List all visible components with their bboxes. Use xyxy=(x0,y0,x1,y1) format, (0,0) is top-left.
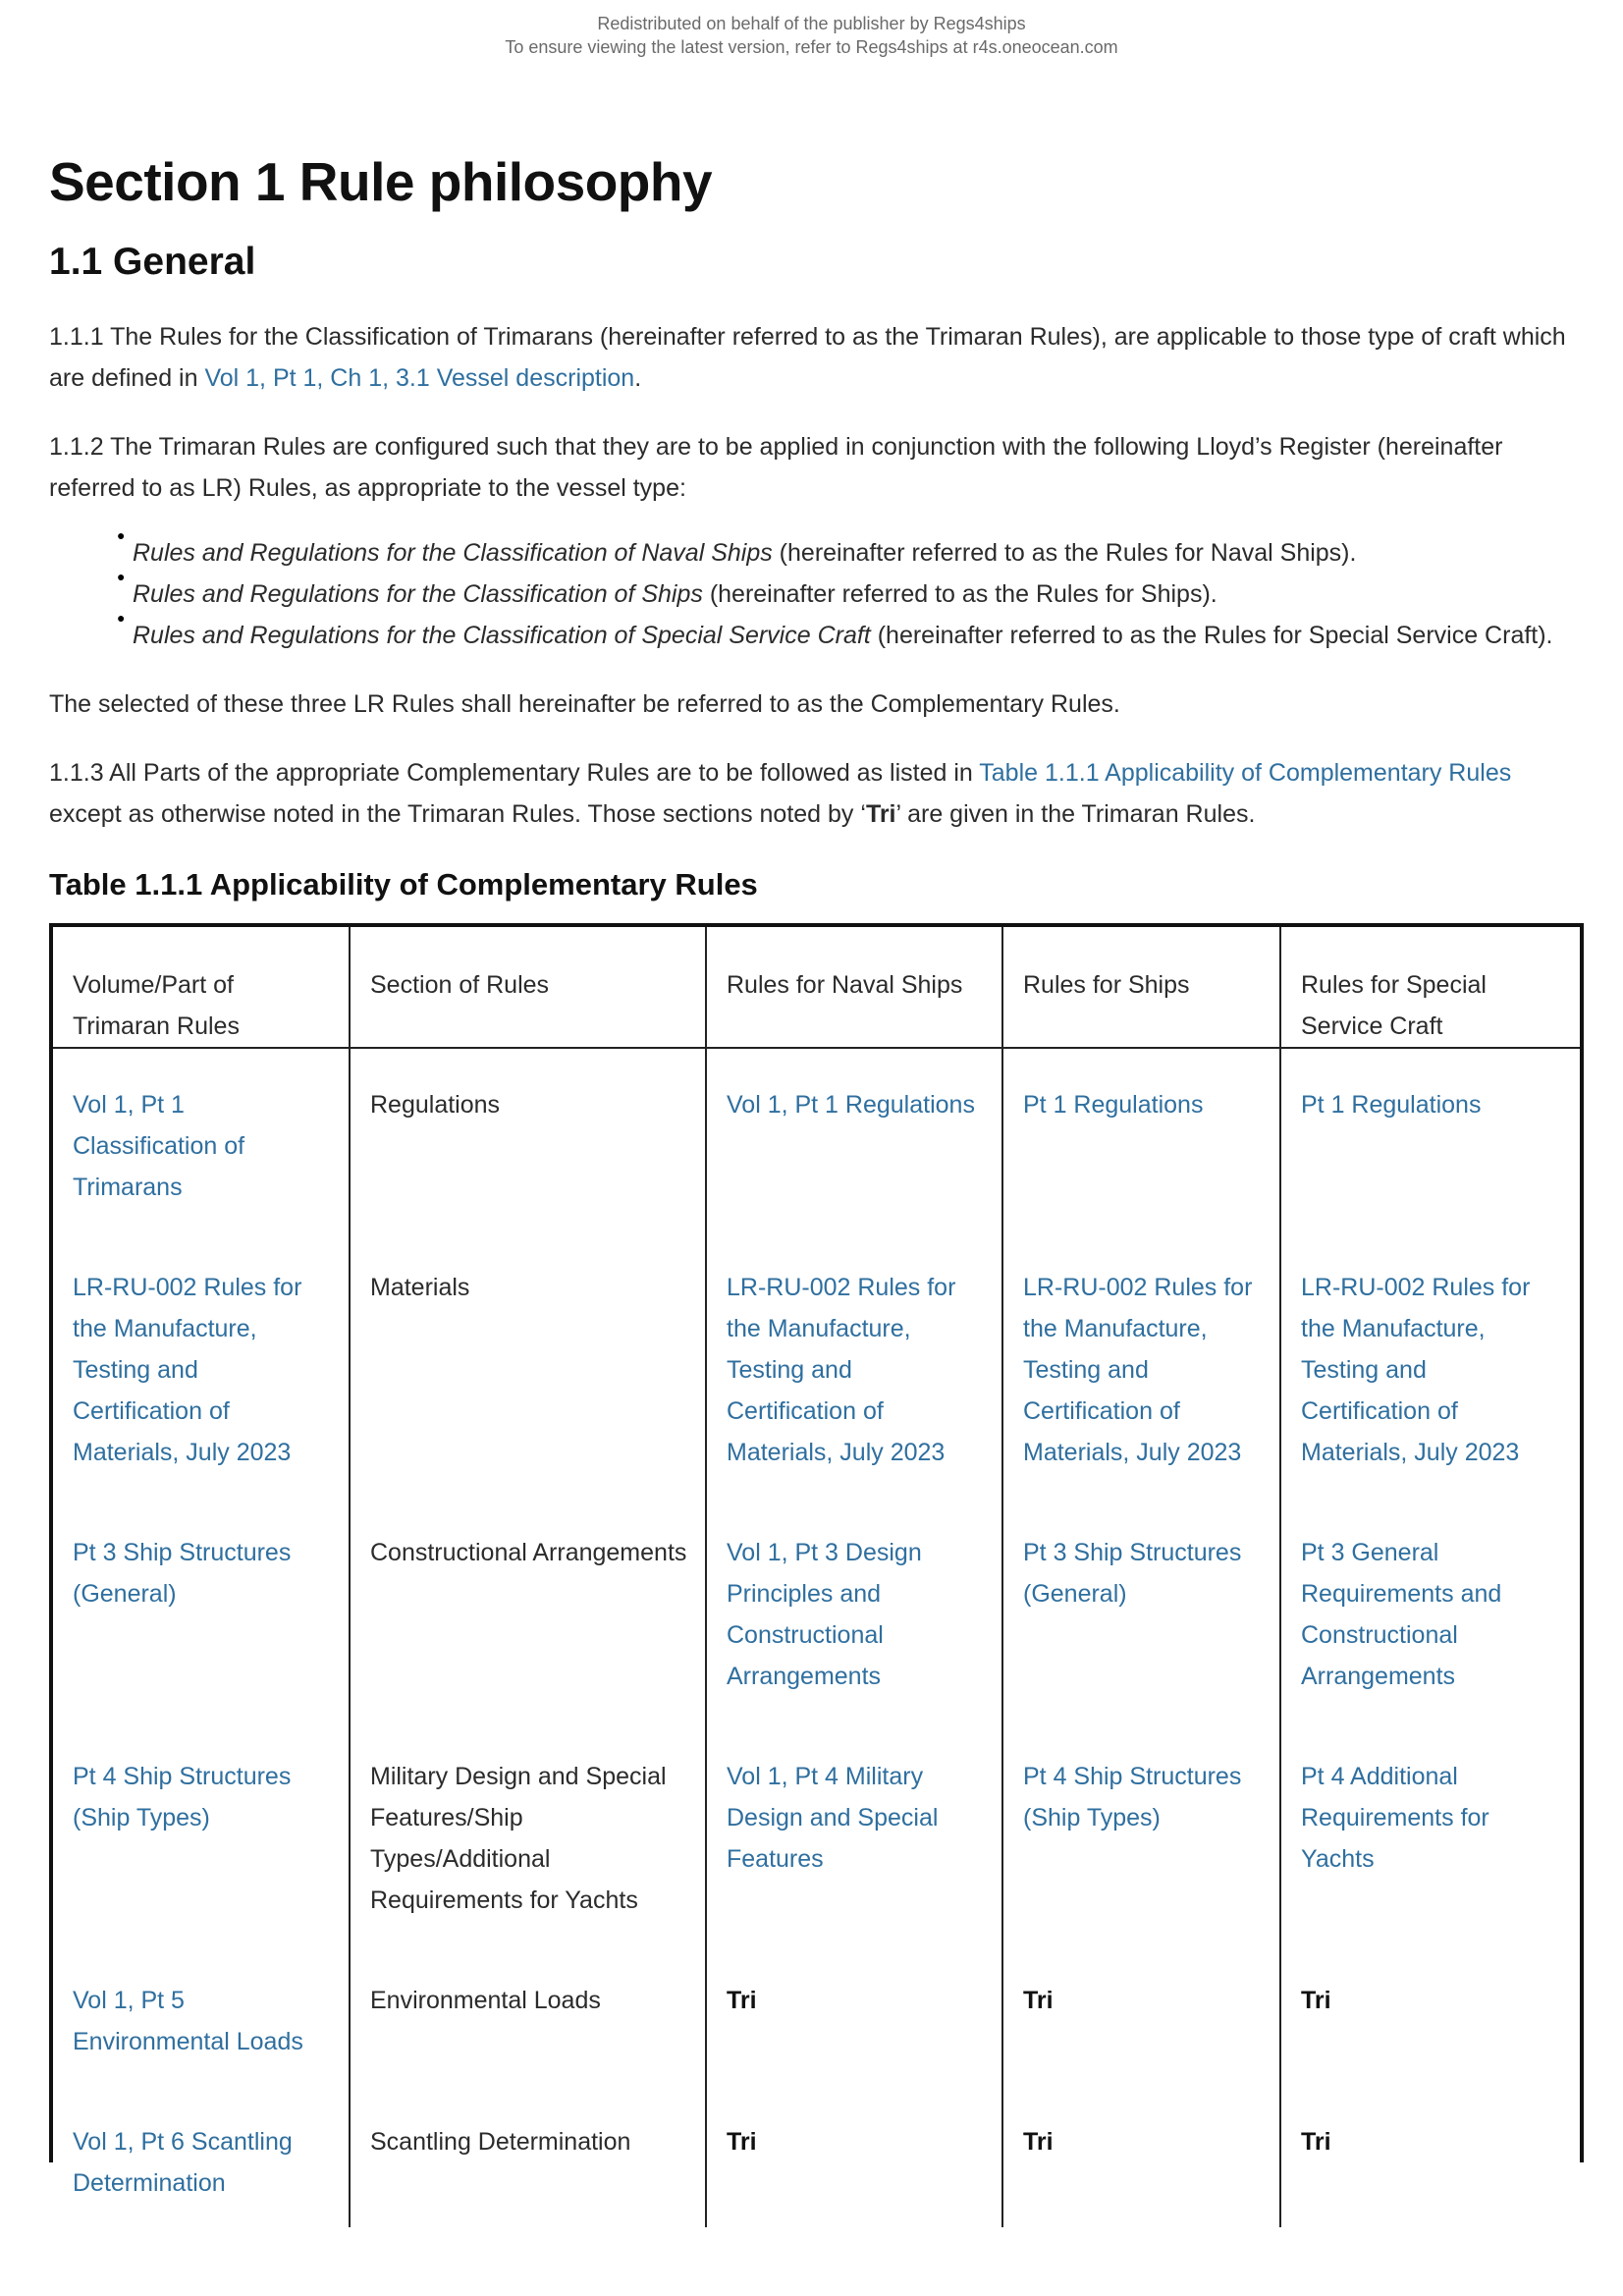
rules-title: Rules and Regulations for the Classification of Ships xyxy=(133,580,703,608)
applicability-table xyxy=(53,927,1580,2227)
complementary-rules-definition: The selected of these three LR Rules shall hereinafter be referred to as the Complementary Rules. xyxy=(49,690,1120,718)
table-cell-tri: Tri xyxy=(1002,2086,1280,2227)
rules-title: Rules and Regulations for the Classification of Special Service Craft xyxy=(133,622,871,649)
table-cell-tri: Tri xyxy=(1280,1944,1580,2086)
paragraph-text: except as otherwise noted in the Trimaran Rules. Those sections noted by ‘ xyxy=(49,800,866,828)
list-item xyxy=(117,610,1586,656)
column-header-volume-part: Volume/Part of Trimaran Rules xyxy=(53,927,350,1048)
column-header-ships: Rules for Ships xyxy=(1002,927,1280,1048)
table-cell-link[interactable]: Vol 1, Pt 6 Scantling Determination xyxy=(73,2128,293,2197)
paragraph-text: ’ are given in the Trimaran Rules. xyxy=(895,800,1256,828)
document-content xyxy=(49,147,1586,2197)
table-cell-link[interactable]: Pt 4 Additional Requirements for Yachts xyxy=(1301,1763,1489,1873)
banner-line-2: To ensure viewing the latest version, refer to Regs4ships at r4s.oneocean.com xyxy=(505,37,1118,57)
table-cell: Constructional Arrangements xyxy=(350,1497,706,1721)
rules-note: (hereinafter referred to as the Rules for Naval Ships). xyxy=(772,539,1357,567)
table-cell: Environmental Loads xyxy=(350,1944,706,2086)
applicability-table-frame xyxy=(49,923,1584,2197)
table-cell-link[interactable]: Pt 4 Ship Structures (Ship Types) xyxy=(1023,1763,1242,1831)
paragraph-text: 1.1.3 All Parts of the appropriate Complementary Rules are to be followed as listed in xyxy=(49,759,980,787)
table-cell: Regulations xyxy=(350,1048,706,1231)
rules-note: (hereinafter referred to as the Rules for Special Service Craft). xyxy=(870,622,1553,649)
table-title: Table 1.1.1 Applicability of Complementary Rules xyxy=(49,867,758,902)
column-header-naval-ships: Rules for Naval Ships xyxy=(706,927,1002,1048)
table-cell-tri: Tri xyxy=(706,1944,1002,2086)
paragraph-text: . xyxy=(634,364,642,392)
redistribution-banner xyxy=(0,12,1623,59)
table-cell-link[interactable]: LR-RU-002 Rules for the Manufacture, Testing and Certification of Materials, July 2023 xyxy=(1023,1274,1253,1466)
table-cell-tri: Tri xyxy=(1280,2086,1580,2227)
table-header-row xyxy=(53,927,1580,1048)
bullet-icon: ● xyxy=(117,569,126,584)
vessel-description-link[interactable]: Vol 1, Pt 1, Ch 1, 3.1 Vessel description xyxy=(204,364,635,392)
table-row xyxy=(53,2086,1580,2227)
table-cell: Military Design and Special Features/Ship Types/Additional Requirements for Yachts xyxy=(350,1721,706,1944)
section-title: Section 1 Rule philosophy xyxy=(49,151,713,212)
table-cell-link[interactable]: Pt 3 Ship Structures (General) xyxy=(1023,1539,1242,1608)
table-row xyxy=(53,1048,1580,1231)
table-cell-link[interactable]: LR-RU-002 Rules for the Manufacture, Testing and Certification of Materials, July 2023 xyxy=(1301,1274,1531,1466)
table-cell-link[interactable]: LR-RU-002 Rules for the Manufacture, Testing and Certification of Materials, July 2023 xyxy=(73,1274,302,1466)
subsection-title: 1.1 General xyxy=(49,241,256,283)
banner-line-1: Redistributed on behalf of the publisher by Regs4ships xyxy=(597,14,1026,33)
tri-bold: Tri xyxy=(865,800,896,828)
table-cell-link[interactable]: Pt 1 Regulations xyxy=(1301,1091,1482,1119)
column-header-special-service-craft: Rules for Special Service Craft xyxy=(1280,927,1580,1048)
table-cell-link[interactable]: Pt 1 Regulations xyxy=(1023,1091,1204,1119)
complementary-rules-list xyxy=(49,527,1586,656)
paragraph-1-1-3 xyxy=(49,752,1586,835)
table-cell-link[interactable]: Vol 1, Pt 1 Regulations xyxy=(727,1091,975,1119)
table-cell-tri: Tri xyxy=(1002,1944,1280,2086)
table-cell-link[interactable]: Vol 1, Pt 3 Design Principles and Constructional Arrangements xyxy=(727,1539,922,1690)
table-cell-link[interactable]: Vol 1, Pt 1 Classification of Trimarans xyxy=(73,1091,245,1201)
list-item xyxy=(117,569,1586,615)
table-cell-link[interactable]: LR-RU-002 Rules for the Manufacture, Testing and Certification of Materials, July 2023 xyxy=(727,1274,956,1466)
rules-note: (hereinafter referred to as the Rules for Ships). xyxy=(702,580,1217,608)
table-cell-link[interactable]: Vol 1, Pt 4 Military Design and Special Features xyxy=(727,1763,939,1873)
paragraph-1-1-1 xyxy=(49,316,1586,399)
table-row xyxy=(53,1721,1580,1944)
rules-title: Rules and Regulations for the Classification of Naval Ships xyxy=(133,539,773,567)
table-row xyxy=(53,1497,1580,1721)
table-cell: Materials xyxy=(350,1231,706,1497)
table-cell-tri: Tri xyxy=(706,2086,1002,2227)
bullet-icon: ● xyxy=(117,527,126,543)
table-row xyxy=(53,1231,1580,1497)
table-cell-link[interactable]: Pt 3 Ship Structures (General) xyxy=(73,1539,292,1608)
column-header-section: Section of Rules xyxy=(350,927,706,1048)
table-cell-link[interactable]: Vol 1, Pt 5 Environmental Loads xyxy=(73,1987,303,2055)
table-row xyxy=(53,1944,1580,2086)
bullet-icon: ● xyxy=(117,610,126,626)
paragraph-1-1-2: 1.1.2 The Trimaran Rules are configured such that they are to be applied in conjunction with the following Lloyd’s Register (hereinafter referred to as LR) Rules, as appropriate to the vessel type: xyxy=(49,433,1503,502)
table-cell: Scantling Determination xyxy=(350,2086,706,2227)
table-1-1-1-link[interactable]: Table 1.1.1 Applicability of Complementary Rules xyxy=(979,759,1512,787)
table-cell-link[interactable]: Pt 3 General Requirements and Constructional Arrangements xyxy=(1301,1539,1502,1690)
paragraph-text: 1.1.1 The Rules for the Classification of Trimarans (hereinafter referred to as the Trimaran Rules), are applicable to those type of craft which are defined in xyxy=(49,323,1566,392)
list-item xyxy=(117,527,1586,574)
table-cell-link[interactable]: Pt 4 Ship Structures (Ship Types) xyxy=(73,1763,292,1831)
